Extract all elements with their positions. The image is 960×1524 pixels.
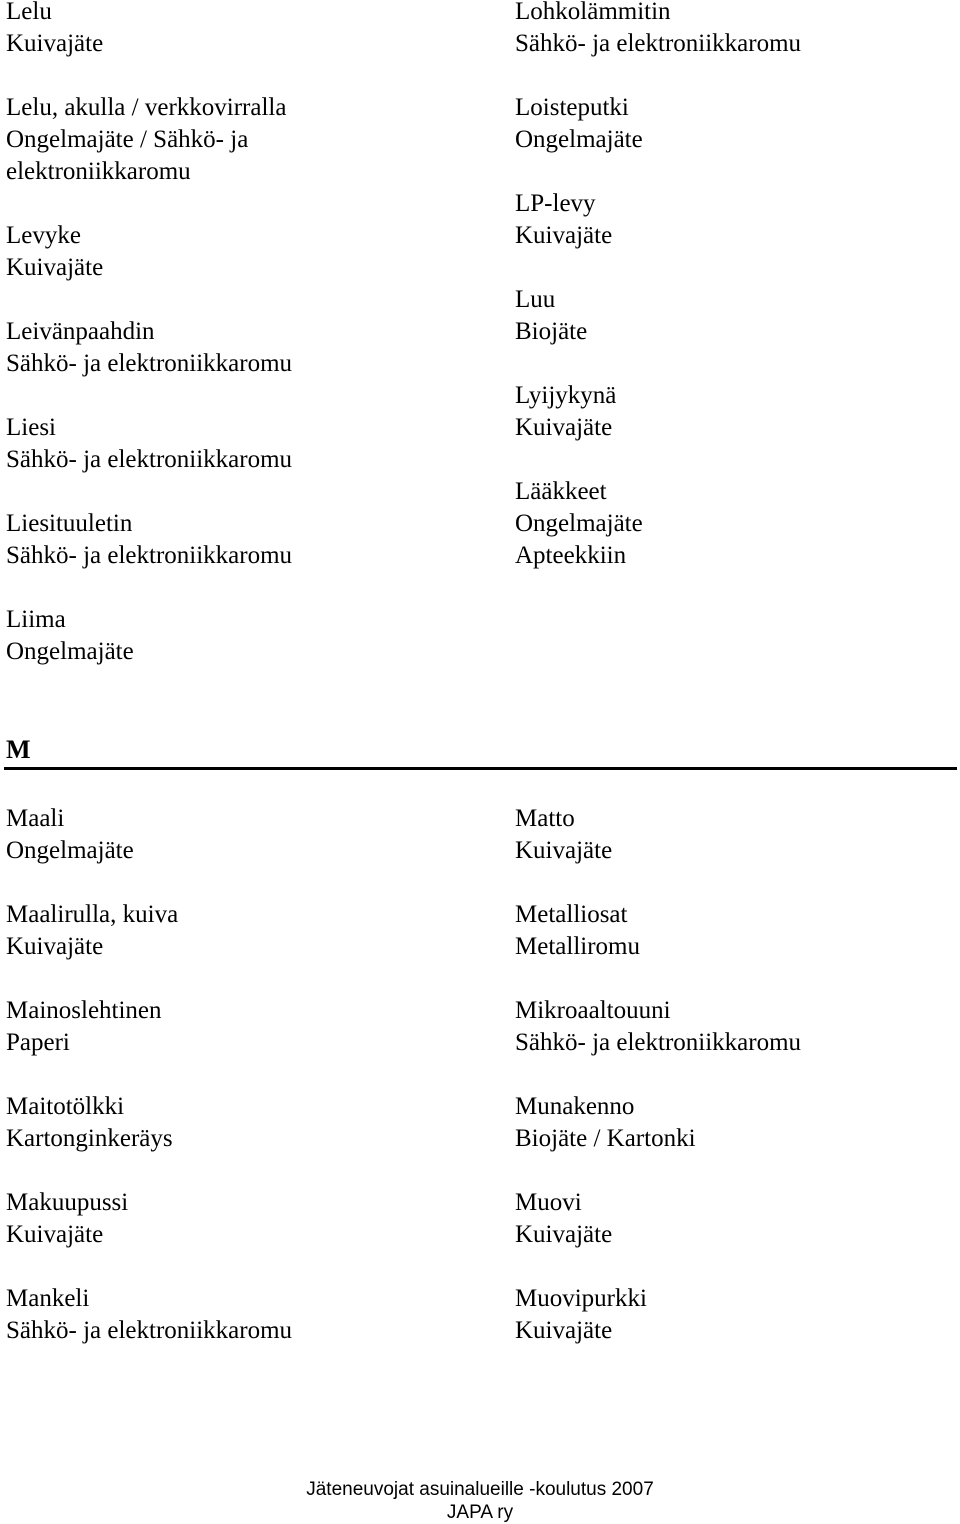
entry-lp-levy: [515, 188, 960, 252]
item-category: Kuivajäte: [6, 1221, 104, 1248]
item-name: Levyke: [6, 222, 81, 249]
item-name: Matto: [515, 805, 575, 832]
entry-lelu: [6, 0, 466, 60]
item-category: Kuivajäte: [6, 30, 104, 57]
footer-course-title: Jäteneuvojat asuinalueille -koulutus 2007: [306, 1479, 654, 1500]
item-category: Ongelmajäte: [515, 510, 643, 537]
item-name: Liesituuletin: [6, 510, 133, 537]
item-category: Ongelmajäte: [6, 837, 134, 864]
entry-liesituuletin: [6, 508, 466, 572]
item-name: Lääkkeet: [515, 478, 607, 505]
item-category: Sähkö- ja elektroniikkaromu: [515, 30, 802, 57]
entry-mikroaaltouuni: [515, 995, 960, 1059]
section-divider: [4, 767, 957, 770]
entry-maitotolkki: [6, 1091, 466, 1155]
item-category: Kuivajäte: [515, 837, 613, 864]
section-l-left-column: [6, 0, 466, 700]
page-footer: [0, 1478, 960, 1524]
item-category: Biojäte / Kartonki: [515, 1125, 696, 1152]
entry-laakkeet: [515, 476, 960, 572]
item-category: Kartonginkeräys: [6, 1125, 173, 1152]
entry-mankeli: [6, 1283, 466, 1347]
entry-lyijykyna: [515, 380, 960, 444]
item-category: Sähkö- ja elektroniikkaromu: [515, 1029, 802, 1056]
item-category: Kuivajäte: [515, 222, 613, 249]
item-name: Lohkolämmitin: [515, 0, 671, 25]
item-note: Apteekkiin: [515, 542, 627, 569]
item-name: Muovi: [515, 1189, 582, 1216]
item-name: Maali: [6, 805, 65, 832]
item-name: Lelu: [6, 0, 52, 25]
entry-metalliosat: [515, 899, 960, 963]
item-name: Mikroaaltouuni: [515, 997, 671, 1024]
item-category: Kuivajäte: [515, 414, 613, 441]
entry-maalirulla: [6, 899, 466, 963]
item-name: Makuupussi: [6, 1189, 129, 1216]
item-category: Ongelmajäte: [515, 126, 643, 153]
item-category: Ongelmajäte: [6, 638, 134, 665]
entry-maali: [6, 803, 466, 867]
item-category: Biojäte: [515, 318, 588, 345]
item-category: Metalliromu: [515, 933, 640, 960]
section-l-right-column: [515, 0, 960, 604]
item-name: Maitotölkki: [6, 1093, 125, 1120]
item-name: LP-levy: [515, 190, 596, 217]
entry-muovi: [515, 1187, 960, 1251]
entry-matto: [515, 803, 960, 867]
entry-makuupussi: [6, 1187, 466, 1251]
item-category: Kuivajäte: [6, 933, 104, 960]
item-category: Kuivajäte: [515, 1221, 613, 1248]
entry-leivanpaahdin: [6, 316, 466, 380]
item-category: Ongelmajäte / Sähkö- ja elektroniikkaromu: [6, 126, 249, 185]
entry-munakenno: [515, 1091, 960, 1155]
item-name: Maalirulla, kuiva: [6, 901, 179, 928]
entry-liima: [6, 604, 466, 668]
item-category: Sähkö- ja elektroniikkaromu: [6, 446, 293, 473]
item-name: Muovipurkki: [515, 1285, 647, 1312]
entry-lohkolammitin: [515, 0, 960, 60]
item-category: Sähkö- ja elektroniikkaromu: [6, 542, 293, 569]
item-category: Kuivajäte: [6, 254, 104, 281]
item-name: Leivänpaahdin: [6, 318, 155, 345]
item-name: Munakenno: [515, 1093, 635, 1120]
item-name: Metalliosat: [515, 901, 628, 928]
footer-organization: JAPA ry: [446, 1502, 514, 1523]
item-category: Sähkö- ja elektroniikkaromu: [6, 350, 293, 377]
item-category: Kuivajäte: [515, 1317, 613, 1344]
item-name: Luu: [515, 286, 556, 313]
item-name: Mankeli: [6, 1285, 90, 1312]
entry-levyke: [6, 220, 466, 284]
item-name: Liesi: [6, 414, 56, 441]
item-name: Lyijykynä: [515, 382, 617, 409]
entry-lelu-akulla: [6, 92, 466, 188]
item-name: Mainoslehtinen: [6, 997, 162, 1024]
item-category: Paperi: [6, 1029, 70, 1056]
entry-muovipurkki: [515, 1283, 960, 1347]
item-category: Sähkö- ja elektroniikkaromu: [6, 1317, 293, 1344]
entry-mainoslehtinen: [6, 995, 466, 1059]
item-name: Lelu, akulla / verkkovirralla: [6, 94, 287, 121]
item-name: Liima: [6, 606, 66, 633]
item-name: Loisteputki: [515, 94, 629, 121]
section-m-left-column: [6, 803, 466, 1379]
entry-loisteputki: [515, 92, 960, 156]
entry-liesi: [6, 412, 466, 476]
section-m-right-column: [515, 803, 960, 1379]
section-m-heading: M: [6, 735, 31, 764]
entry-luu: [515, 284, 960, 348]
